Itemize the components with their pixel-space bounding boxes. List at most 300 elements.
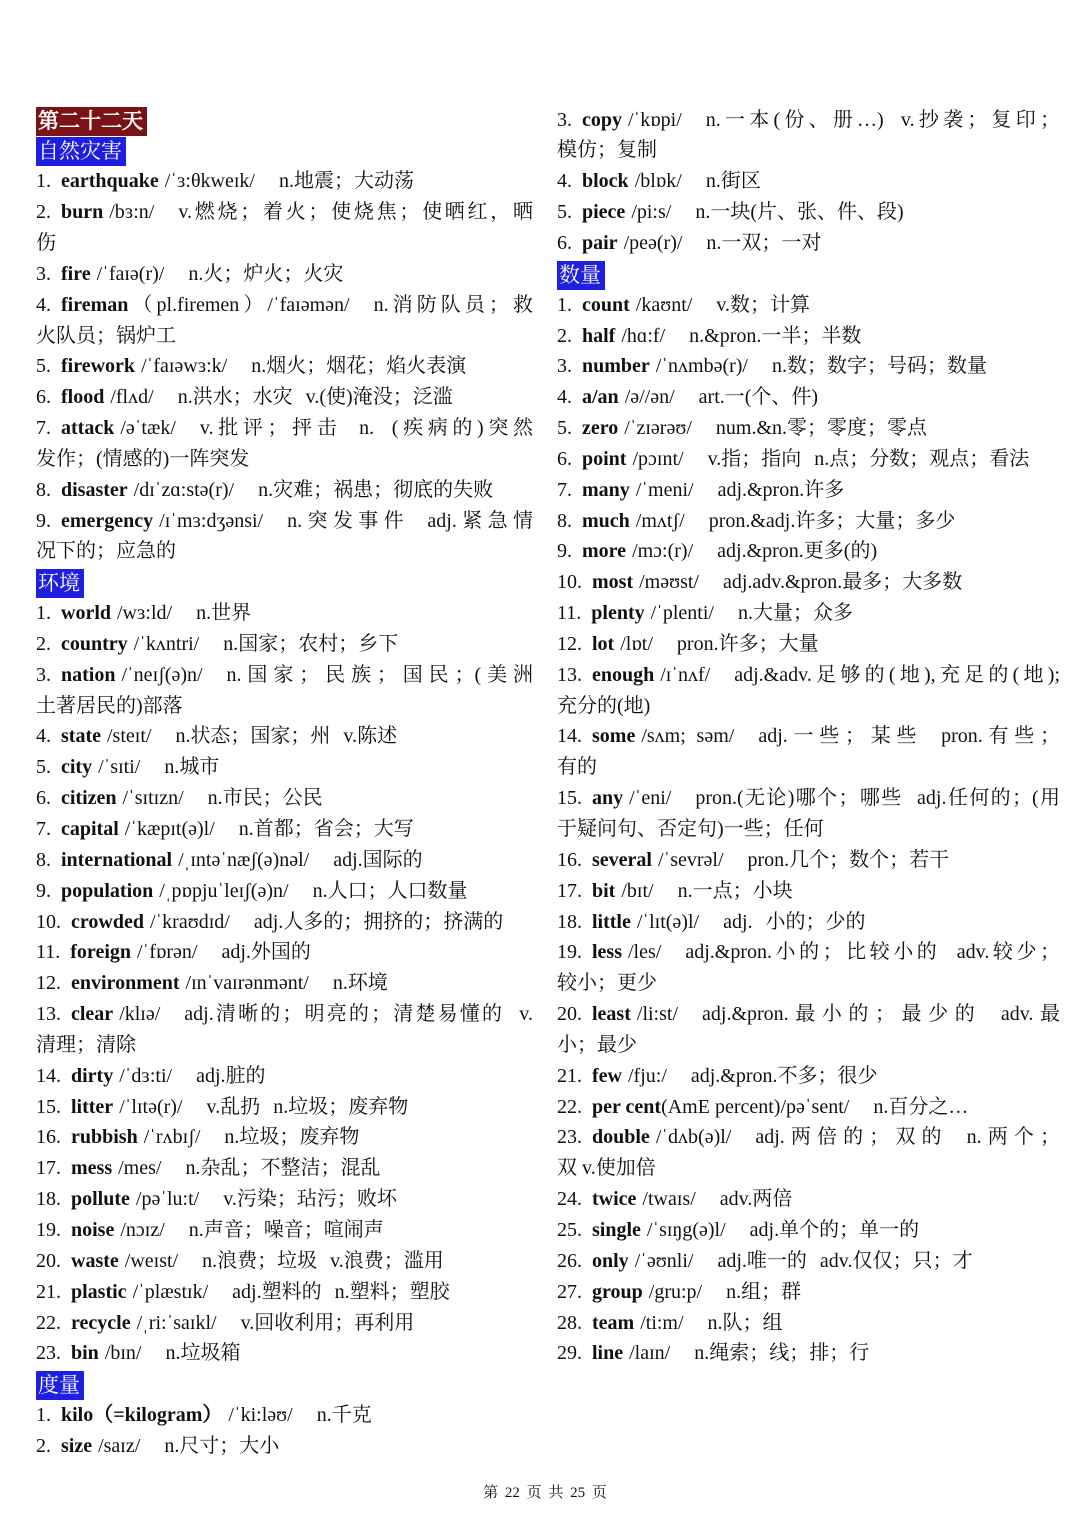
- entry-number: 11.: [36, 941, 61, 964]
- entry-first-line: [557, 1092, 1060, 1123]
- entry-phonetic: /wɜ:ld/: [117, 602, 173, 625]
- entry-first-line: [557, 197, 1060, 228]
- entry-word: per cent: [592, 1095, 662, 1118]
- entry-meaning: adj.清晰的；明亮的；清楚易懂的 v.: [184, 1003, 533, 1026]
- vocab-entry: [557, 1122, 1060, 1184]
- vocab-entry: [557, 1308, 1060, 1339]
- entry-meaning: n.队；组: [707, 1311, 783, 1334]
- entry-phonetic: /ˈsɪti/: [98, 756, 141, 779]
- entry-phonetic: /ˈki:ləʊ/: [228, 1404, 293, 1427]
- entry-number: 18.: [557, 910, 582, 933]
- entry-first-line: [36, 1061, 533, 1092]
- entry-number: 1.: [36, 170, 51, 193]
- entry-first-line: [557, 228, 1060, 259]
- entry-phonetic: /laɪn/: [629, 1342, 671, 1365]
- entry-first-line: [557, 382, 1060, 413]
- entry-word: bin: [71, 1342, 99, 1365]
- entry-word: city: [61, 756, 93, 779]
- entry-meaning: n.杂乱；不整洁；混乱: [185, 1157, 381, 1180]
- entry-word: line: [592, 1342, 624, 1365]
- vocab-entry: [557, 1338, 1060, 1369]
- entry-meaning: n.市民；公民: [207, 787, 323, 810]
- entry-meaning: adj.&pron.许多: [717, 478, 845, 501]
- entry-number: 8.: [557, 509, 572, 532]
- entry-word: kilo（=kilogram）: [61, 1404, 223, 1427]
- entry-number: 2.: [36, 1434, 51, 1457]
- entry-first-line: [36, 197, 533, 228]
- entry-phonetic: /ˈlɪtə(r)/: [119, 1095, 183, 1118]
- entry-phonetic: /ˈplæstɪk/: [132, 1280, 209, 1303]
- entry-number: 4.: [557, 386, 572, 409]
- entry-number: 13.: [557, 663, 582, 686]
- section-heading: 度量: [36, 1371, 84, 1400]
- vocab-entry: [557, 907, 1060, 938]
- entry-phonetic: /lɒt/: [620, 632, 653, 655]
- entry-phonetic: /ˈzɪərəʊ/: [624, 417, 692, 440]
- entry-word: size: [61, 1434, 93, 1457]
- vocab-entry: [36, 259, 533, 290]
- vocab-entry: [557, 1184, 1060, 1215]
- vocab-entry: [36, 166, 533, 197]
- entry-first-line: [557, 1246, 1060, 1277]
- entry-meaning: adj.单个的；单一的: [749, 1218, 920, 1241]
- entry-first-line: [557, 876, 1060, 907]
- entry-phonetic: /les/: [628, 941, 662, 964]
- entry-word: recycle: [71, 1311, 131, 1334]
- entry-meaning: n.烟火；烟花；焰火表演: [251, 355, 467, 378]
- entry-number: 28.: [557, 1311, 582, 1334]
- entry-phonetic: /kaʊnt/: [635, 293, 693, 316]
- entry-number: 16.: [36, 1126, 61, 1149]
- entry-continued-line: [36, 536, 533, 567]
- vocab-entry: [36, 937, 533, 968]
- entry-meaning: num.&n.零；零度；零点: [715, 417, 928, 440]
- entry-phonetic: /pəˈsent/: [780, 1095, 850, 1118]
- entry-phonetic: /ˈkʌntri/: [133, 632, 200, 655]
- vocab-entry: [36, 382, 533, 413]
- entry-number: 16.: [557, 848, 582, 871]
- entry-meaning: n.突发事件 adj.紧急情: [287, 509, 533, 532]
- entry-first-line: [557, 536, 1060, 567]
- entry-meaning: n.组；群: [726, 1280, 802, 1303]
- entry-word: nation: [61, 663, 116, 686]
- section-heading-row: [36, 567, 533, 598]
- entry-word: state: [61, 725, 101, 748]
- vocab-entry: [36, 1122, 533, 1153]
- vocab-entry: [36, 629, 533, 660]
- entry-first-line: [557, 1215, 1060, 1246]
- entry-first-line: [36, 290, 533, 321]
- entry-number: 15.: [36, 1095, 61, 1118]
- entry-word: plenty: [591, 602, 645, 625]
- vocab-entry: [36, 1061, 533, 1092]
- entry-number: 3.: [557, 355, 572, 378]
- entry-phonetic: /hɑ:f/: [621, 324, 666, 347]
- section-heading: 数量: [557, 261, 605, 290]
- entry-number: 9.: [557, 540, 572, 563]
- entry-meaning: n.世界: [196, 602, 252, 625]
- entry-meaning-continued: 发作；(情感的)一阵突发: [36, 447, 250, 470]
- entry-phonetic: /ɪˈnʌf/: [660, 663, 711, 686]
- entry-number: 17.: [557, 879, 582, 902]
- entry-word: point: [582, 447, 627, 470]
- vocab-entry: [36, 475, 533, 506]
- section-heading: 环境: [36, 569, 84, 598]
- entry-continued-line: [36, 321, 533, 352]
- entry-phonetic: /mɔ:(r)/: [632, 540, 694, 563]
- entry-first-line: [36, 475, 533, 506]
- entry-phonetic: /əˈtæk/: [120, 417, 176, 440]
- entry-number: 4.: [36, 725, 51, 748]
- entry-continued-line: [557, 691, 1060, 722]
- entry-meaning-continued: 充分的(地): [557, 694, 651, 717]
- vocab-entry: [36, 721, 533, 752]
- entry-number: 2.: [557, 324, 572, 347]
- entry-meaning: n.浪费；垃圾 v.浪费；滥用: [202, 1249, 444, 1272]
- entry-first-line: [36, 1153, 533, 1184]
- entry-number: 5.: [36, 355, 51, 378]
- entry-phonetic: /ə//ən/: [624, 386, 675, 409]
- entry-word: clear: [71, 1003, 114, 1026]
- entry-first-line: [36, 166, 533, 197]
- entry-first-line: [36, 1277, 533, 1308]
- vocab-entry: [557, 475, 1060, 506]
- entry-word: any: [592, 787, 624, 810]
- vocab-entry: [557, 351, 1060, 382]
- entry-meaning: v.燃烧；着火；使烧焦；使晒红，晒: [178, 201, 533, 224]
- entry-number: 29.: [557, 1342, 582, 1365]
- entry-phonetic: /peə(r)/: [623, 231, 683, 254]
- entry-phonetic: /ˈfaɪəmən/: [267, 293, 350, 316]
- entry-word: dirty: [71, 1064, 114, 1087]
- entry-meaning: n.城市: [164, 756, 220, 779]
- entry-word: attack: [61, 417, 115, 440]
- entry-word: pollute: [71, 1188, 130, 1211]
- entry-meaning: adj.&pron.最小的；最少的 adv.最: [702, 1003, 1060, 1026]
- entry-number: 25.: [557, 1218, 582, 1241]
- entry-word: crowded: [71, 910, 144, 933]
- entry-meaning: n.尺寸；大小: [164, 1434, 280, 1457]
- entry-word: mess: [71, 1157, 113, 1180]
- entry-continued-line: [557, 135, 1060, 166]
- entry-first-line: [557, 1277, 1060, 1308]
- entry-word: burn: [61, 201, 104, 224]
- entry-first-line: [36, 999, 533, 1030]
- section-heading: 自然灾害: [36, 137, 126, 166]
- entry-meaning: n.灾难；祸患；彻底的失败: [258, 478, 494, 501]
- entry-word: much: [582, 509, 630, 532]
- vocab-entry: [36, 783, 533, 814]
- vocab-entry: [36, 1431, 533, 1462]
- entry-word-note: （pl.firemen）: [128, 293, 268, 316]
- vocab-entry: [557, 1092, 1060, 1123]
- entry-meaning: n.人口；人口数量: [312, 879, 468, 902]
- entry-word: more: [582, 540, 627, 563]
- entry-phonetic: /pɔɪnt/: [632, 447, 684, 470]
- entry-word: team: [592, 1311, 635, 1334]
- entry-phonetic: /ˈmeni/: [635, 478, 694, 501]
- entry-first-line: [557, 1338, 1060, 1369]
- entry-meaning: v.污染；玷污；败坏: [223, 1188, 397, 1211]
- entry-meaning-continued: 较小；更少: [557, 972, 657, 995]
- entry-meaning-continued: 于疑问句、否定句)一些；任何: [557, 818, 824, 840]
- entry-first-line: [36, 1308, 533, 1339]
- entry-first-line: [36, 937, 533, 968]
- entry-first-line: [36, 598, 533, 629]
- entry-first-line: [36, 968, 533, 999]
- entry-phonetic: /li:st/: [636, 1003, 679, 1026]
- entry-first-line: [36, 259, 533, 290]
- entry-number: 5.: [557, 201, 572, 224]
- vocab-entry: [557, 876, 1060, 907]
- entry-phonetic: /ɪˈmɜ:dʒənsi/: [159, 509, 264, 532]
- entry-phonetic: /mʌtʃ/: [635, 509, 685, 532]
- entry-meaning: n.国家；民族；国民；(美洲: [226, 663, 533, 686]
- vocab-entry: [36, 1400, 533, 1431]
- entry-word: twice: [592, 1188, 637, 1211]
- entry-number: 9.: [36, 509, 51, 532]
- entry-continued-line: [557, 752, 1060, 783]
- vocab-entry: [36, 968, 533, 999]
- entry-number: 10.: [557, 571, 582, 594]
- vocab-entry: [557, 598, 1060, 629]
- entry-meaning-continued: 土著居民的)部落: [36, 694, 183, 717]
- entry-word: country: [61, 632, 128, 655]
- vocab-entry: [36, 1184, 533, 1215]
- vocab-entry: [36, 290, 533, 352]
- vocab-entry: [36, 598, 533, 629]
- entry-meaning: n.环境: [332, 972, 388, 995]
- entry-first-line: [557, 907, 1060, 938]
- entry-word: disaster: [61, 478, 128, 501]
- entry-word: enough: [592, 663, 655, 686]
- entry-number: 23.: [36, 1342, 61, 1365]
- entry-phonetic: /nɔɪz/: [120, 1218, 165, 1241]
- entry-phonetic: /ˈsɪŋg(ə)l/: [646, 1218, 726, 1241]
- entry-word: count: [582, 293, 630, 316]
- entry-word: some: [592, 725, 636, 748]
- vocab-entry: [36, 1215, 533, 1246]
- entry-phonetic: /saɪz/: [98, 1434, 141, 1457]
- entry-number: 11.: [557, 602, 582, 625]
- entry-phonetic: /ˈneɪʃ(ə)n/: [121, 663, 203, 686]
- section-heading-row: [36, 1369, 533, 1400]
- entry-phonetic: /ˈfɒrən/: [137, 941, 198, 964]
- entry-word: litter: [71, 1095, 114, 1118]
- entry-first-line: [36, 413, 533, 444]
- entry-number: 22.: [557, 1095, 582, 1118]
- left-column: [36, 105, 533, 1462]
- vocab-entry: [36, 907, 533, 938]
- entry-phonetic: /sʌm; səm/: [641, 725, 735, 748]
- entry-number: 4.: [36, 293, 51, 316]
- vocab-entry: [36, 876, 533, 907]
- entry-number: 7.: [36, 417, 51, 440]
- right-column: [557, 105, 1060, 1370]
- entry-number: 8.: [36, 478, 51, 501]
- entry-first-line: [36, 1184, 533, 1215]
- entry-phonetic: /ˈnʌmbə(r)/: [655, 355, 748, 378]
- vocab-entry: [557, 1215, 1060, 1246]
- entry-number: 10.: [36, 910, 61, 933]
- entry-first-line: [557, 845, 1060, 876]
- entry-phonetic: /weɪst/: [124, 1249, 179, 1272]
- entry-first-line: [36, 1400, 533, 1431]
- entry-phonetic: /ˈdɜ:ti/: [119, 1064, 173, 1087]
- entry-meaning: n.声音；噪音；喧闹声: [188, 1218, 384, 1241]
- entry-word: rubbish: [71, 1126, 138, 1149]
- entry-number: 1.: [36, 1404, 51, 1427]
- entry-number: 5.: [557, 417, 572, 440]
- section-heading-row: [557, 259, 1060, 290]
- vocab-entry: [557, 290, 1060, 321]
- entry-meaning-continued: 有的: [557, 756, 597, 779]
- vocab-entry: [557, 567, 1060, 598]
- vocab-entry: [557, 166, 1060, 197]
- entry-number: 14.: [36, 1064, 61, 1087]
- entry-meaning-continued: 清理；清除: [36, 1033, 136, 1056]
- vocab-entry: [36, 660, 533, 722]
- entry-number: 7.: [36, 818, 51, 840]
- entry-word: emergency: [61, 509, 154, 532]
- entry-meaning: adj.&adv.足够的(地),充足的(地);: [734, 663, 1060, 686]
- entry-number: 8.: [36, 848, 51, 871]
- entry-meaning: v.数；计算: [716, 293, 811, 316]
- entry-number: 24.: [557, 1188, 582, 1211]
- entry-first-line: [36, 752, 533, 783]
- entry-first-line: [36, 721, 533, 752]
- entry-word: only: [592, 1249, 629, 1272]
- entry-first-line: [36, 351, 533, 382]
- entry-phonetic: /ɪnˈvaɪrənmənt/: [185, 972, 309, 995]
- entry-number: 6.: [36, 787, 51, 810]
- entry-number: 1.: [557, 293, 572, 316]
- entry-phonetic: /mes/: [118, 1157, 162, 1180]
- entry-word: most: [592, 571, 634, 594]
- entry-continued-line: [557, 1030, 1060, 1061]
- entry-meaning: adj.人多的；拥挤的；挤满的: [253, 910, 504, 933]
- entry-meaning: n.&pron.一半；半数: [689, 324, 862, 347]
- vocab-entry: [557, 444, 1060, 475]
- entry-meaning: adj.塑料的 n.塑料；塑胶: [232, 1280, 450, 1303]
- entry-first-line: [557, 444, 1060, 475]
- entry-meaning: pron.许多；大量: [676, 632, 819, 655]
- entry-number: 2.: [36, 201, 51, 224]
- entry-meaning: n.一本(份、册…) v.抄袭；复印；: [705, 108, 1060, 131]
- entry-word: waste: [71, 1249, 119, 1272]
- entry-first-line: [557, 999, 1060, 1030]
- vocab-entry: [557, 197, 1060, 228]
- entry-phonetic: /ˈɜ:θkweɪk/: [164, 170, 255, 193]
- entry-phonetic: /ˈeni/: [629, 787, 672, 810]
- entry-meaning: adj.唯一的 adv.仅仅；只；才: [717, 1249, 973, 1272]
- vocab-entry: [557, 536, 1060, 567]
- entry-number: 9.: [36, 879, 51, 902]
- entry-number: 20.: [36, 1249, 61, 1272]
- entry-first-line: [557, 660, 1060, 691]
- vocab-entry: [557, 660, 1060, 722]
- entry-meaning: n.一双；一对: [706, 231, 822, 254]
- entry-meaning: adj.国际的: [333, 848, 423, 871]
- entry-phonetic: /bɪt/: [621, 879, 654, 902]
- day-heading-row: [36, 105, 533, 136]
- vocab-entry: [557, 105, 1060, 167]
- vocab-entry: [36, 413, 533, 475]
- entry-meaning: n.状态；国家；州 v.陈述: [175, 725, 398, 748]
- entry-phonetic: /fju:/: [627, 1064, 667, 1087]
- entry-meaning: pron.几个；数个；若干: [747, 848, 950, 871]
- entry-meaning: adj.外国的: [221, 941, 311, 964]
- entry-word: earthquake: [61, 170, 159, 193]
- entry-word: pair: [582, 231, 618, 254]
- entry-phonetic: /gru:p/: [648, 1280, 703, 1303]
- entry-first-line: [557, 721, 1060, 752]
- entry-meaning: n.千克: [316, 1404, 372, 1427]
- entry-meaning: n.数；数字；号码；数量: [771, 355, 987, 378]
- entry-continued-line: [557, 814, 1060, 845]
- entry-phonetic: /ˌri:ˈsaɪkl/: [136, 1311, 217, 1334]
- entry-word: bit: [592, 879, 616, 902]
- section-heading-row: [36, 135, 533, 166]
- entry-word: group: [592, 1280, 643, 1303]
- entry-word: less: [592, 941, 622, 964]
- entry-first-line: [557, 1184, 1060, 1215]
- entry-word: fire: [61, 262, 91, 285]
- entry-meaning: adj.&pron.更多(的): [717, 540, 878, 563]
- entry-number: 12.: [557, 632, 582, 655]
- entry-phonetic: /twaɪs/: [642, 1188, 696, 1211]
- entry-continued-line: [557, 968, 1060, 999]
- entry-first-line: [557, 506, 1060, 537]
- entry-number: 13.: [36, 1003, 61, 1026]
- entry-word: capital: [61, 818, 119, 840]
- entry-first-line: [36, 814, 533, 845]
- entry-first-line: [557, 290, 1060, 321]
- entry-meaning: n.垃圾；废弃物: [224, 1126, 360, 1149]
- entry-first-line: [36, 1215, 533, 1246]
- entry-word: population: [61, 879, 154, 902]
- entry-number: 26.: [557, 1249, 582, 1272]
- entry-word: number: [582, 355, 650, 378]
- entry-word: several: [592, 848, 652, 871]
- entry-continued-line: [36, 228, 533, 259]
- entry-phonetic: /bɜ:n/: [109, 201, 155, 224]
- entry-number: 7.: [557, 478, 572, 501]
- entry-phonetic: /blɒk/: [634, 170, 682, 193]
- entry-meaning: pron.(无论)哪个；哪些 adj.任何的；(用: [695, 787, 1060, 810]
- entry-meaning: n.大量；众多: [737, 602, 853, 625]
- entry-word: piece: [582, 201, 626, 224]
- entry-word: single: [592, 1218, 641, 1241]
- entry-phonetic: /ti:m/: [640, 1311, 684, 1334]
- entry-word: citizen: [61, 787, 117, 810]
- entry-phonetic: /ˈfaɪəwɜ:k/: [141, 355, 228, 378]
- vocab-entry: [557, 937, 1060, 999]
- entry-first-line: [36, 629, 533, 660]
- vocab-entry: [36, 1308, 533, 1339]
- vocab-entry: [557, 228, 1060, 259]
- entry-number: 12.: [36, 972, 61, 995]
- entry-meaning: v.乱扔 n.垃圾；废弃物: [206, 1095, 409, 1118]
- entry-phonetic: /ˈlɪt(ə)l/: [636, 910, 700, 933]
- entry-first-line: [557, 937, 1060, 968]
- entry-number: 19.: [557, 941, 582, 964]
- vocab-entry: [36, 845, 533, 876]
- entry-first-line: [557, 783, 1060, 814]
- entry-phonetic: /ˌɪntəˈnæʃ(ə)nəl/: [178, 848, 310, 871]
- entry-first-line: [557, 166, 1060, 197]
- entry-continued-line: [36, 444, 533, 475]
